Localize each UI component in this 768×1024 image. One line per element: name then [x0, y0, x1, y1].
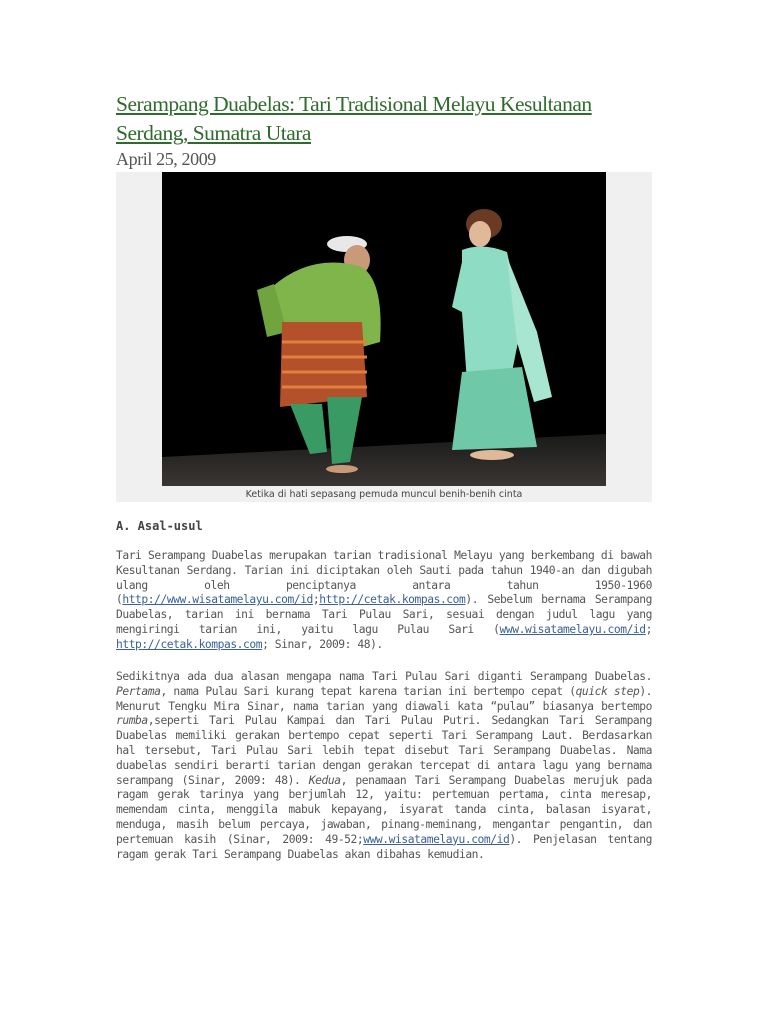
link-wisatamelayu[interactable]: www.wisatamelayu.com/id — [363, 832, 510, 846]
emphasis-text: rumba — [116, 714, 148, 728]
paragraph-text: ,seperti Tari Pulau Kampai dan Tari Pulau Putri. Sedangkan Tari Serampang Duabelas memiliki gerakan bertempo cepat seperti Tari Serampang Laut. Berdasarkan hal tersebut, Tari Pulau Sari lebih tepat disebut Tari Serampang Duabelas. Nama duabelas sendiri berarti tarian dengan gerakan tercepat di antara lagu yang bernama serampang (Sinar, 2009: 48). — [116, 714, 652, 787]
emphasis-text: Kedua — [308, 773, 341, 787]
emphasis-text: quick step — [575, 684, 640, 698]
link-wisatamelayu[interactable]: www.wisatamelayu.com/id — [499, 622, 646, 636]
paragraph-text: ; Sinar, 2009: 48). — [262, 637, 383, 651]
paragraph-text: ). Sebelum bernama Serampang Duabelas, tarian ini bernama Tari Pulau Sari, sesuai dengan judul lagu yang mengiringi tarian ini, yaitu lagu Pulau Sari ( — [116, 593, 652, 636]
article-title-link[interactable]: Serampang Duabelas: Tari Tradisional Melayu Kesultanan Serdang, Sumatra Utara — [116, 92, 592, 145]
paragraph-2 — [116, 670, 652, 862]
paragraph-text: ). Menurut Tengku Mira Sinar, nama tarian yang diawali kata “pulau” biasanya bertempo — [116, 684, 653, 713]
dancers-illustration — [162, 172, 606, 486]
paragraph-text: ). Penjelasan tentang ragam gerak Tari Serampang Duabelas akan dibahas kemudian. — [116, 832, 652, 861]
emphasis-text: Pertama — [116, 684, 161, 698]
section-heading: A. Asal-usul — [116, 519, 203, 533]
figure-caption: Ketika di hati sepasang pemuda muncul benih-benih cinta — [245, 489, 523, 500]
paragraph-1 — [116, 549, 652, 653]
paragraph-text: , nama Pulau Sari kurang tepat karena tarian ini bertempo cepat ( — [160, 684, 576, 698]
paragraph-text: ; — [312, 593, 320, 607]
link-kompas[interactable]: http://cetak.kompas.com — [116, 637, 263, 651]
article-date: April 25, 2009 — [116, 149, 216, 169]
dance-photo — [162, 172, 606, 486]
figure — [116, 172, 652, 502]
paragraph-text: , penamaan Tari Serampang Duabelas merujuk pada ragam gerak tarinya yang berjumlah 12, yaitu: pertemuan pertama, cinta meresap, memendam cinta, menggila mabuk kepayang, isyarat tanda cinta, balasan isyarat, menduga, masih belum percaya, jawaban, pinang-meminang, mengantar pengantin, dan pertemuan kasih (Sinar, 2009: 49-52; — [116, 773, 652, 846]
link-wisatamelayu[interactable]: http://www.wisatamelayu.com/id — [122, 593, 313, 607]
link-kompas[interactable]: http://cetak.kompas.com — [319, 593, 466, 607]
paragraph-text: ; — [645, 622, 652, 636]
paragraph-text: Tari Serampang Duabelas merupakan tarian tradisional Melayu yang berkembang di bawah Kesultanan Serdang. Tarian ini diciptakan oleh Sauti pada tahun 1940-an dan digubah ulang oleh penciptanya antara tahun 1950-1960 ( — [116, 549, 652, 607]
paragraph-text: Sedikitnya ada dua alasan mengapa nama Tari Pulau Sari diganti Serampang Duabelas. — [116, 670, 652, 683]
